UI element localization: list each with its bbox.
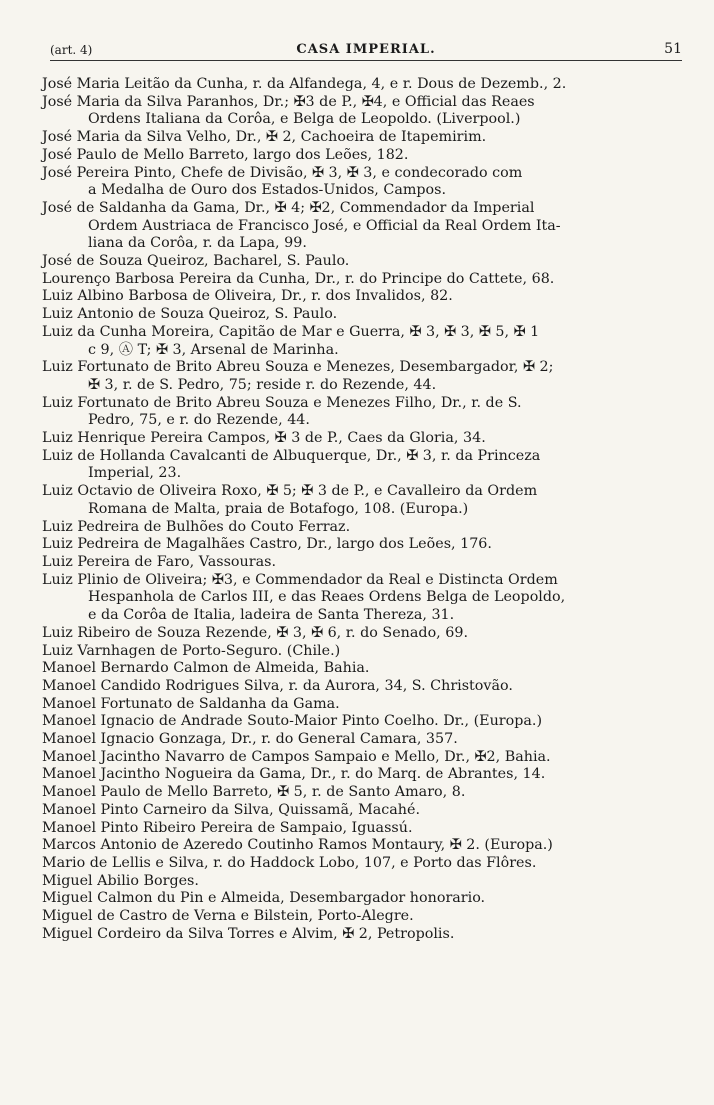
entry-line: José Maria da Silva Velho, Dr., ✠ 2, Cachoeira de Itapemirim. xyxy=(42,129,487,146)
list-item xyxy=(42,837,692,855)
entry-continuation-line: liana da Corôa, r. da Lapa, 99. xyxy=(88,235,307,252)
list-item xyxy=(42,430,692,448)
list-item xyxy=(42,784,692,802)
list-item xyxy=(42,165,692,200)
list-item xyxy=(42,536,692,554)
list-item xyxy=(42,908,692,926)
list-item xyxy=(42,253,692,271)
entry-line: Miguel de Castro de Verna e Bilstein, Porto-Alegre. xyxy=(42,908,414,925)
list-item xyxy=(42,200,692,253)
list-item xyxy=(42,395,692,430)
entry-line: Luiz Fortunato de Brito Abreu Souza e Menezes Filho, Dr., r. de S. xyxy=(42,394,522,411)
running-title: CASA IMPERIAL. xyxy=(296,42,436,57)
entry-line: José Paulo de Mello Barreto, largo dos Leões, 182. xyxy=(42,146,409,163)
entry-list xyxy=(42,76,692,943)
page-number: 51 xyxy=(664,41,682,57)
list-item xyxy=(42,855,692,873)
entry-line: Luiz da Cunha Moreira, Capitão de Mar e Guerra, ✠ 3, ✠ 3, ✠ 5, ✠ 1 xyxy=(42,323,540,340)
list-item xyxy=(42,288,692,306)
entry-line: Luiz Pereira de Faro, Vassouras. xyxy=(42,553,276,570)
list-item xyxy=(42,94,692,129)
list-item xyxy=(42,696,692,714)
entry-continuation-line: a Medalha de Ouro dos Estados-Unidos, Campos. xyxy=(88,182,447,199)
entry-continuation-line: Ordens Italiana da Corôa, e Belga de Leopoldo. (Liverpool.) xyxy=(88,111,521,128)
entry-line: Manoel Jacintho Navarro de Campos Sampaio e Mello, Dr., ✠2, Bahia. xyxy=(42,748,551,765)
entry-line: Manoel Fortunato de Saldanha da Gama. xyxy=(42,695,340,712)
entry-line: Luiz de Hollanda Cavalcanti de Albuquerque, Dr., ✠ 3, r. da Princeza xyxy=(42,447,541,464)
list-item xyxy=(42,643,692,661)
list-item xyxy=(42,713,692,731)
entry-line: Miguel Cordeiro da Silva Torres e Alvim, ✠ 2, Petropolis. xyxy=(42,925,455,942)
list-item xyxy=(42,678,692,696)
list-item xyxy=(42,890,692,908)
entry-line: Manoel Ignacio Gonzaga, Dr., r. do General Camara, 357. xyxy=(42,731,458,748)
entry-line: Luiz Antonio de Souza Queiroz, S. Paulo. xyxy=(42,306,338,323)
list-item xyxy=(42,271,692,289)
section-reference: (art. 4) xyxy=(50,43,93,57)
list-item xyxy=(42,483,692,518)
list-item xyxy=(42,129,692,147)
list-item xyxy=(42,147,692,165)
list-item xyxy=(42,625,692,643)
entry-continuation-line: Romana de Malta, praia de Botafogo, 108. (Europa.) xyxy=(88,500,469,517)
entry-continuation-line: Hespanhola de Carlos III, e das Reaes Ordens Belga de Leopoldo, xyxy=(88,589,566,606)
list-item xyxy=(42,448,692,483)
list-item xyxy=(42,359,692,394)
entry-line: Miguel Abilio Borges. xyxy=(42,872,199,889)
entry-line: José Maria Leitão da Cunha, r. da Alfandega, 4, e r. Dous de Dezemb., 2. xyxy=(42,76,567,92)
list-item xyxy=(42,766,692,784)
entry-line: Manoel Ignacio de Andrade Souto-Maior Pinto Coelho. Dr., (Europa.) xyxy=(42,713,543,730)
entry-continuation-line: Ordem Austriaca de Francisco José, e Official da Real Ordem Ita- xyxy=(88,217,561,234)
list-item xyxy=(42,572,692,625)
entry-line: José de Souza Queiroz, Bacharel, S. Paulo. xyxy=(42,253,350,270)
list-item xyxy=(42,660,692,678)
entry-line: Marcos Antonio de Azeredo Coutinho Ramos Montaury, ✠ 2. (Europa.) xyxy=(42,837,553,854)
entry-line: Manoel Candido Rodrigues Silva, r. da Aurora, 34, S. Christovão. xyxy=(42,677,513,694)
entry-line: Luiz Henrique Pereira Campos, ✠ 3 de P., Caes da Gloria, 34. xyxy=(42,430,486,447)
entry-line: José Maria da Silva Paranhos, Dr.; ✠3 de P., ✠4, e Official das Reaes xyxy=(42,93,535,110)
entry-continuation-line: Imperial, 23. xyxy=(88,465,182,482)
entry-line: Manoel Pinto Carneiro da Silva, Quissamã, Macahé. xyxy=(42,801,421,818)
list-item xyxy=(42,820,692,838)
entry-line: Luiz Ribeiro de Souza Rezende, ✠ 3, ✠ 6, r. do Senado, 69. xyxy=(42,624,469,641)
entry-line: José de Saldanha da Gama, Dr., ✠ 4; ✠2, Commendador da Imperial xyxy=(42,199,535,216)
entry-line: Luiz Fortunato de Brito Abreu Souza e Menezes, Desembargador, ✠ 2; xyxy=(42,359,554,376)
entry-line: Luiz Varnhagen de Porto-Seguro. (Chile.) xyxy=(42,642,341,659)
entry-continuation-line: Pedro, 75, e r. do Rezende, 44. xyxy=(88,412,310,429)
entry-continuation-line: e da Corôa de Italia, ladeira de Santa Thereza, 31. xyxy=(88,607,455,624)
entry-line: Luiz Pedreira de Magalhães Castro, Dr., largo dos Leões, 176. xyxy=(42,536,492,553)
list-item xyxy=(42,76,692,94)
entry-line: José Pereira Pinto, Chefe de Divisão, ✠ 3, ✠ 3, e condecorado com xyxy=(42,164,523,181)
entry-line: Miguel Calmon du Pin e Almeida, Desembargador honorario. xyxy=(42,890,486,907)
entry-line: Luiz Albino Barbosa de Oliveira, Dr., r. dos Invalidos, 82. xyxy=(42,288,453,305)
entry-line: Luiz Plinio de Oliveira; ✠3, e Commendador da Real e Distincta Ordem xyxy=(42,571,558,588)
entry-line: Manoel Jacintho Nogueira da Gama, Dr., r. do Marq. de Abrantes, 14. xyxy=(42,766,546,783)
entry-line: Lourenço Barbosa Pereira da Cunha, Dr., r. do Principe do Cattete, 68. xyxy=(42,270,555,287)
entry-continuation-line: c 9, Ⓐ T; ✠ 3, Arsenal de Marinha. xyxy=(88,341,339,358)
list-item xyxy=(42,873,692,891)
entry-continuation-line: ✠ 3, r. de S. Pedro, 75; reside r. do Rezende, 44. xyxy=(88,376,437,393)
list-item xyxy=(42,749,692,767)
list-item xyxy=(42,306,692,324)
list-item xyxy=(42,802,692,820)
list-item xyxy=(42,554,692,572)
list-item xyxy=(42,519,692,537)
list-item xyxy=(42,324,692,359)
entry-line: Mario de Lellis e Silva, r. do Haddock Lobo, 107, e Porto das Flôres. xyxy=(42,854,537,871)
entry-line: Luiz Pedreira de Bulhões do Couto Ferraz. xyxy=(42,518,351,535)
entry-line: Manoel Bernardo Calmon de Almeida, Bahia. xyxy=(42,660,370,677)
entry-line: Luiz Octavio de Oliveira Roxo, ✠ 5; ✠ 3 de P., e Cavalleiro da Ordem xyxy=(42,483,538,500)
entry-line: Manoel Paulo de Mello Barreto, ✠ 5, r. de Santo Amaro, 8. xyxy=(42,784,466,801)
list-item xyxy=(42,926,692,944)
entry-line: Manoel Pinto Ribeiro Pereira de Sampaio, Iguassú. xyxy=(42,819,413,836)
page-header xyxy=(50,36,682,61)
list-item xyxy=(42,731,692,749)
